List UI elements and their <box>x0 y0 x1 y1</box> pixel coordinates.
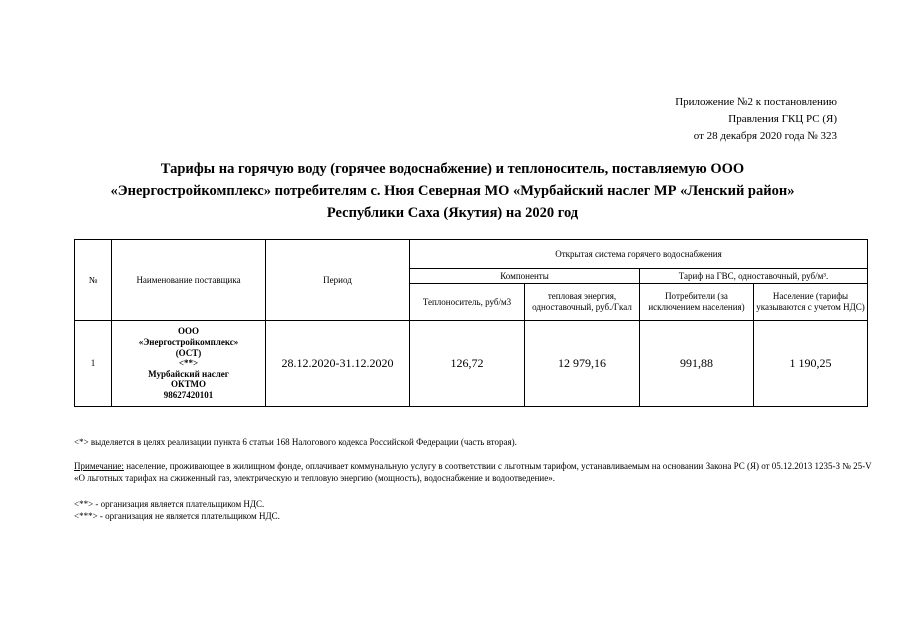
supplier-line: <**> <box>178 358 199 369</box>
header-num: № <box>75 240 112 321</box>
footnote-vat-payer: <**> - организация является плательщиком НДС. <box>74 499 265 509</box>
title-line-2: «Энергостройкомплекс» потребителям с. Нюя Северная МО «Мурбайский наслег МР «Ленский район» <box>110 183 795 199</box>
tariff-table <box>74 239 868 407</box>
appendix-line-2: Правления ГКЦ РС (Я) <box>728 113 837 125</box>
table-row <box>75 321 868 407</box>
footnote-non-vat-payer: <***> - организация не является плательщиком НДС. <box>74 511 280 521</box>
remark-text: население, проживающее в жилищном фонде, оплачивает коммунальную услугу в соответствии с льготным тарифом, устанавливаемым на основании Закона РС (Я) от 05.12.2013 1235-З № 25-V «О льготных тарифах на сжиженный газ, электрическую и тепловую энергию (мощность), водоснабжение и водоотведение». <box>74 461 872 483</box>
header-open-system: Открытая система горячего водоснабжения <box>410 240 868 269</box>
header-tariff-gvs: Тариф на ГВС, одноставочный, руб/м³. <box>640 269 868 284</box>
header-heat-energy: тепловая энергия, одноставочный, руб./Гкал <box>525 284 640 321</box>
title-line-3: Республики Саха (Якутия) на 2020 год <box>326 205 579 221</box>
supplier-line: ОКТМО <box>171 379 206 390</box>
cell-period: 28.12.2020-31.12.2020 <box>266 321 410 407</box>
footnote-remark <box>74 460 874 484</box>
supplier-line: «Энергостройкомплекс» <box>138 337 239 348</box>
cell-coolant: 126,72 <box>410 321 525 407</box>
supplier-line: 98627420101 <box>163 389 214 400</box>
supplier-line: Мурбайский наслег <box>148 368 229 379</box>
header-population: Население (тарифы указываются с учетом НДС) <box>754 284 868 321</box>
appendix-line-3: от 28 декабря 2020 года № 323 <box>693 130 837 142</box>
header-consumers: Потребители (за исключением населения) <box>640 284 754 321</box>
cell-heat-energy: 12 979,16 <box>525 321 640 407</box>
header-coolant: Теплоноситель, руб/м3 <box>410 284 525 321</box>
header-period: Период <box>266 240 410 321</box>
supplier-line: ООО <box>177 326 199 337</box>
footnote-vat-note: <*> выделяется в целях реализации пункта 6 статьи 168 Налогового кодекса Российской Федерации (часть вторая). <box>74 437 517 447</box>
footnotes <box>74 436 874 522</box>
cell-supplier <box>112 321 266 407</box>
remark-label: Примечание: <box>74 461 124 471</box>
appendix-line-1: Приложение №2 к постановлению <box>675 96 837 108</box>
header-supplier: Наименование поставщика <box>112 240 266 321</box>
cell-consumers: 991,88 <box>640 321 754 407</box>
cell-num: 1 <box>75 321 112 407</box>
title-line-1: Тарифы на горячую воду (горячее водоснабжение) и теплоноситель, поставляемую ООО <box>160 161 745 177</box>
appendix-header <box>675 94 837 145</box>
header-components: Компоненты <box>410 269 640 284</box>
supplier-line: (ОСТ) <box>175 347 202 358</box>
cell-population: 1 190,25 <box>754 321 868 407</box>
document-title <box>70 158 835 224</box>
